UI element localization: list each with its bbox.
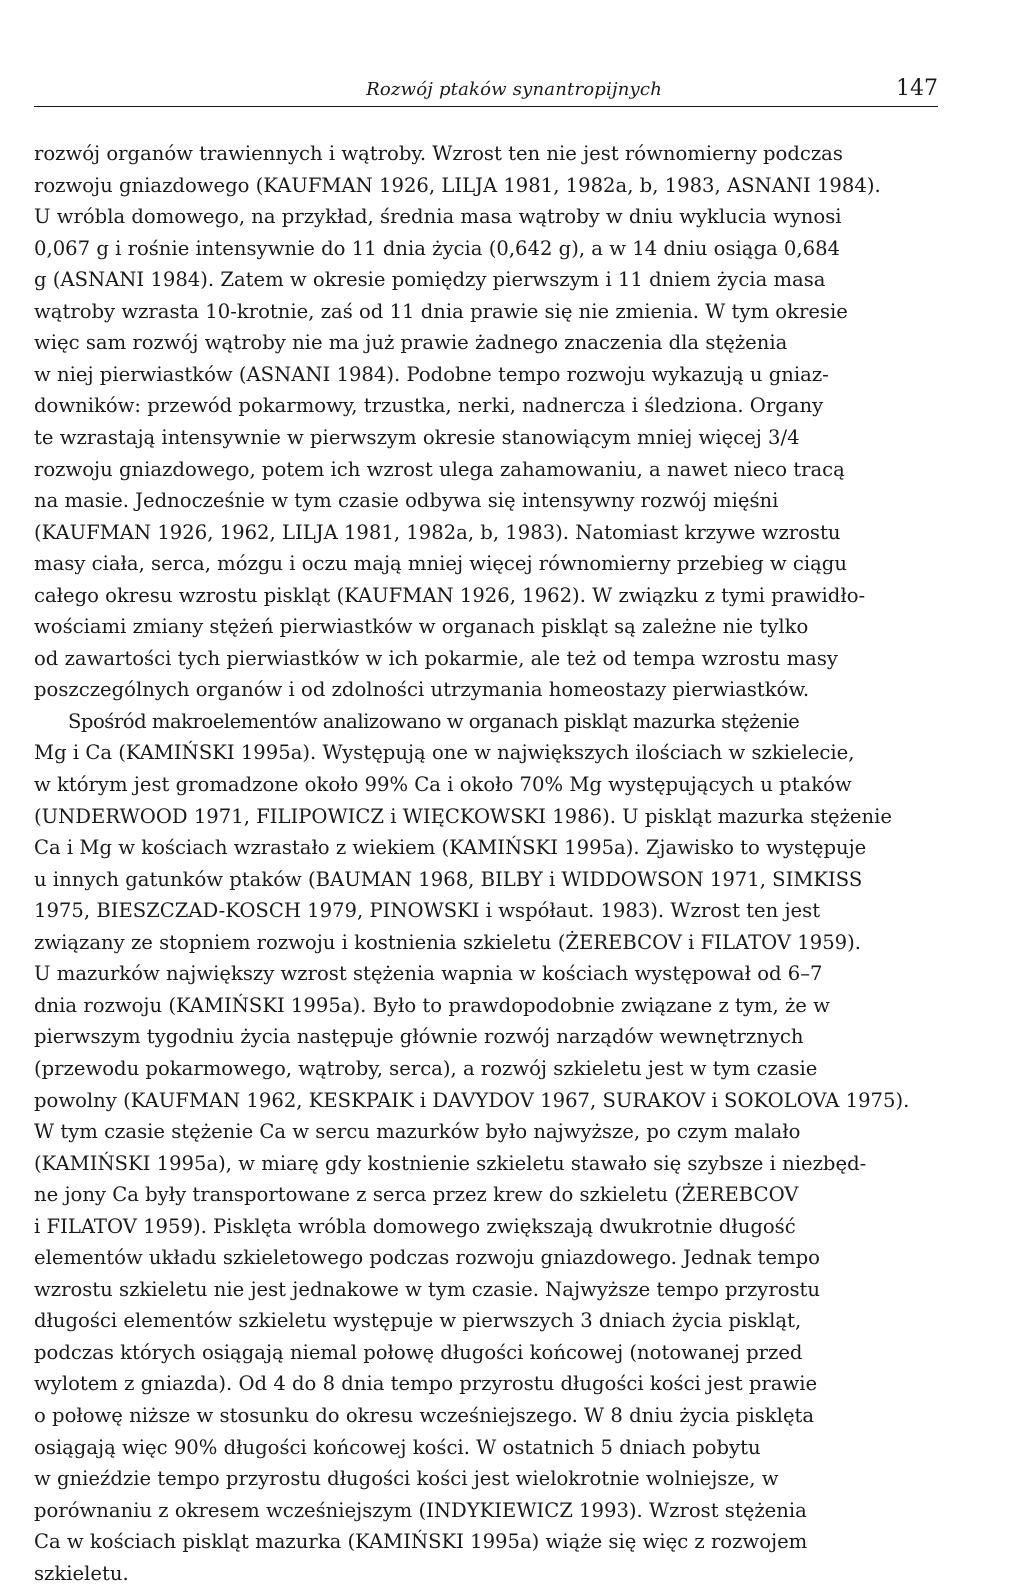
text-line: rozwoju gniazdowego, potem ich wzrost ulega zahamowaniu, a nawet nieco tracą xyxy=(34,457,845,481)
text-line: szkieletu. xyxy=(34,1561,129,1585)
text-line: wościami zmiany stężeń pierwiastków w organach piskląt są zależne nie tylko xyxy=(34,615,809,639)
text-line: Mg i Ca (KAMIŃSKI 1995a). Występują one w największych ilościach w szkielecie, xyxy=(34,741,855,765)
text-line: W tym czasie stężenie Ca w sercu mazurków było najwyższe, po czym malało xyxy=(34,1120,801,1144)
text-line: w gnieździe tempo przyrostu długości kości jest wielokrotnie wolniejsze, w xyxy=(34,1467,779,1491)
text-line: wzrostu szkieletu nie jest jednakowe w tym czasie. Najwyższe tempo przyrostu xyxy=(34,1277,821,1301)
text-line: wylotem z gniazda). Od 4 do 8 dnia tempo przyrostu długości kości jest prawie xyxy=(34,1372,818,1396)
text-line: (KAUFMAN 1926, 1962, LILJA 1981, 1982a, b, 1983). Natomiast krzywe wzrostu xyxy=(34,520,841,544)
text-line: rozwój organów trawiennych i wątroby. Wzrost ten nie jest równomierny podczas xyxy=(34,142,843,165)
text-line: 1975, BIESZCZAD-KOSCH 1979, PINOWSKI i współaut. 1983). Wzrost ten jest xyxy=(34,899,821,923)
text-line: u innych gatunków ptaków (BAUMAN 1968, BILBY i WIDDOWSON 1971, SIMKISS xyxy=(34,867,863,891)
page xyxy=(34,0,990,1585)
text-line: całego okresu wzrostu piskląt (KAUFMAN 1926, 1962). W związku z tymi prawidło- xyxy=(34,583,866,607)
text-line: (UNDERWOOD 1971, FILIPOWICZ i WIĘCKOWSKI 1986). U piskląt mazurka stężenie xyxy=(34,804,892,828)
text-line: elementów układu szkieletowego podczas rozwoju gniazdowego. Jednak tempo xyxy=(34,1246,820,1270)
text-line: związany ze stopniem rozwoju i kostnienia szkieletu (ŻEREBCOV i FILATOV 1959). xyxy=(34,930,862,954)
text-line: te wzrastają intensywnie w pierwszym okresie stanowiącym mniej więcej 3/4 xyxy=(34,425,800,449)
text-line: rozwoju gniazdowego (KAUFMAN 1926, LILJA 1981, 1982a, b, 1983, ASNANI 1984). xyxy=(34,173,881,197)
text-line: w którym jest gromadzone około 99% Ca i około 70% Mg występujących u ptaków xyxy=(34,773,852,796)
text-line: i FILATOV 1959). Pisklęta wróbla domowego zwiększają dwukrotnie długość xyxy=(34,1214,796,1238)
text-line: powolny (KAUFMAN 1962, KESKPAIK i DAVYDOV 1967, SURAKOV i SOKOLOVA 1975). xyxy=(34,1088,910,1112)
text-line: downików: przewód pokarmowy, trzustka, nerki, nadnercza i śledziona. Organy xyxy=(34,394,824,418)
text-line: osiągają więc 90% długości końcowej kości. W ostatnich 5 dniach pobytu xyxy=(34,1435,761,1459)
text-line: w niej pierwiastków (ASNANI 1984). Podobne tempo rozwoju wykazują u gniaz- xyxy=(34,362,829,386)
text-line: długości elementów szkieletu występuje w pierwszych 3 dniach życia piskląt, xyxy=(34,1309,802,1333)
text-line: g (ASNANI 1984). Zatem w okresie pomiędzy pierwszym i 11 dniem życia masa xyxy=(34,268,826,292)
text-line: więc sam rozwój wątroby nie ma już prawie żadnego znaczenia dla stężenia xyxy=(34,331,788,355)
text-line: dnia rozwoju (KAMIŃSKI 1995a). Było to prawdopodobnie związane z tym, że w xyxy=(34,993,830,1017)
running-head xyxy=(34,76,938,107)
text-line: U mazurków największy wzrost stężenia wapnia w kościach występował od 6–7 xyxy=(34,962,823,986)
text-line: pierwszym tygodniu życia następuje głównie rozwój narządów wewnętrznych xyxy=(34,1025,804,1049)
text-line: wątroby wzrasta 10-krotnie, zaś od 11 dnia prawie się nie zmienia. W tym okresie xyxy=(34,299,848,323)
text-line: Ca w kościach piskląt mazurka (KAMIŃSKI 1995a) wiąże się więc z rozwojem xyxy=(34,1530,808,1554)
text-line: (przewodu pokarmowego, wątroby, serca), a rozwój szkieletu jest w tym czasie xyxy=(34,1056,818,1080)
text-line: podczas których osiągają niemal połowę długości końcowej (notowanej przed xyxy=(34,1340,803,1364)
text-line: porównaniu z okresem wcześniejszym (INDYKIEWICZ 1993). Wzrost stężenia xyxy=(34,1498,807,1522)
text-line: Ca i Mg w kościach wzrastało z wiekiem (KAMIŃSKI 1995a). Zjawisko to występuje xyxy=(34,836,867,860)
text-line: na masie. Jednocześnie w tym czasie odbywa się intensywny rozwój mięśni xyxy=(34,489,779,513)
text-line: od zawartości tych pierwiastków w ich pokarmie, ale też od tempa wzrostu masy xyxy=(34,646,838,670)
text-line: U wróbla domowego, na przykład, średnia masa wątroby w dniu wyklucia wynosi xyxy=(34,205,842,229)
text-line: ne jony Ca były transportowane z serca przez krew do szkieletu (ŻEREBCOV xyxy=(34,1183,799,1207)
text-line: o połowę niższe w stosunku do okresu wcześniejszego. W 8 dniu życia pisklęta xyxy=(34,1404,815,1427)
running-title: Rozwój ptaków synantropijnych xyxy=(366,79,662,100)
text-line: poszczególnych organów i od zdolności utrzymania homeostazy pierwiastków. xyxy=(34,678,810,702)
text-line: Spośród makroelementów analizowano w organach piskląt mazurka stężenie xyxy=(68,709,800,733)
text-line: (KAMIŃSKI 1995a), w miarę gdy kostnienie szkieletu stawało się szybsze i niezbęd- xyxy=(34,1151,867,1175)
text-line: 0,067 g i rośnie intensywnie do 11 dnia życia (0,642 g), a w 14 dniu osiąga 0,684 xyxy=(34,236,841,260)
text-line: masy ciała, serca, mózgu i oczu mają mniej więcej równomierny przebieg w ciągu xyxy=(34,552,847,576)
page-number: 147 xyxy=(896,76,938,101)
